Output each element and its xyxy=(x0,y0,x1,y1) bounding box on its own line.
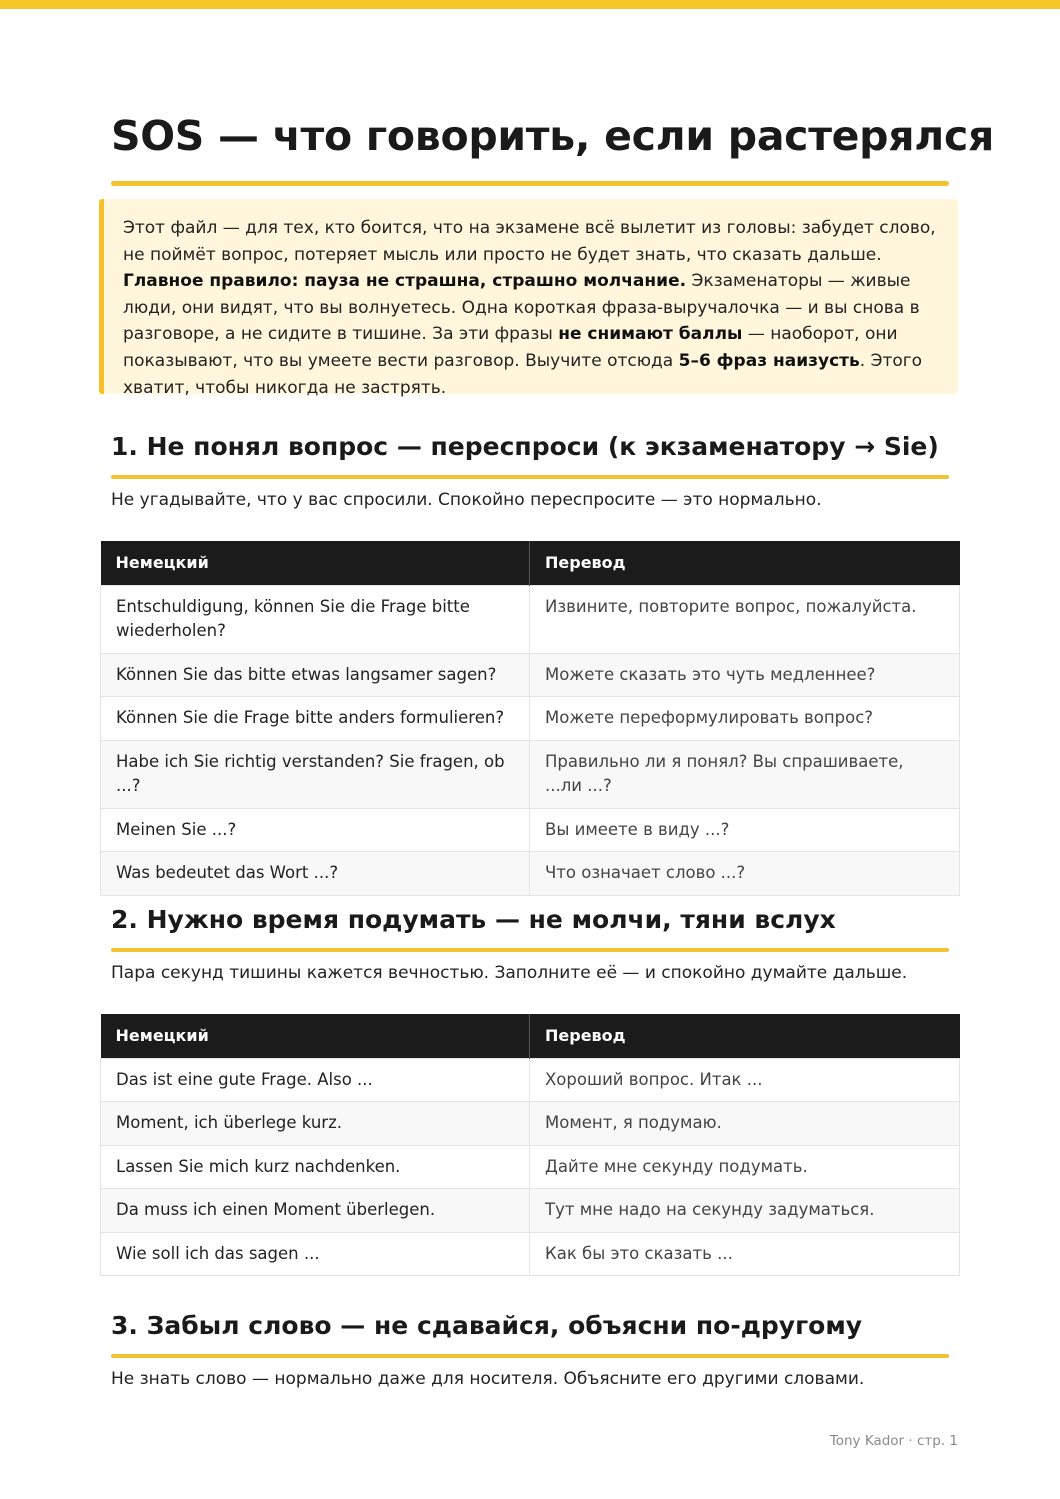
translation: Можете сказать это чуть медленнее? xyxy=(530,653,960,697)
callout-bold-rule: Главное правило: пауза не страшна, страшно молчание. xyxy=(123,271,687,292)
table-row xyxy=(101,808,960,852)
section-1-underline xyxy=(111,475,949,479)
german-phrase: Moment, ich überlege kurz. xyxy=(101,1102,530,1146)
translation: Дайте мне секунду подумать. xyxy=(530,1145,960,1189)
table-row xyxy=(101,653,960,697)
table-row xyxy=(101,1232,960,1276)
section-3-heading: 3. Забыл слово — не сдавайся, объясни по-другому xyxy=(111,1311,863,1340)
german-phrase: Was bedeutet das Wort ...? xyxy=(101,852,530,896)
german-phrase: Können Sie das bitte etwas langsamer sagen? xyxy=(101,653,530,697)
table-row xyxy=(101,852,960,896)
german-phrase: Meinen Sie ...? xyxy=(101,808,530,852)
translation: Извините, повторите вопрос, пожалуйста. xyxy=(530,585,960,653)
page-title: SOS — что говорить, если растерялся xyxy=(111,112,994,160)
table-row xyxy=(101,697,960,741)
german-phrase: Habe ich Sie richtig verstanden? Sie fragen, ob ...? xyxy=(101,740,530,808)
table-row xyxy=(101,740,960,808)
section-3-intro: Не знать слово — нормально даже для носителя. Объясните его другими словами. xyxy=(111,1369,865,1389)
table-row xyxy=(101,1189,960,1233)
table-row xyxy=(101,1145,960,1189)
column-header-translation: Перевод xyxy=(530,541,960,585)
callout-text xyxy=(123,215,940,401)
translation: Как бы это сказать ... xyxy=(530,1232,960,1276)
translation: Вы имеете в виду ...? xyxy=(530,808,960,852)
callout-bold-points: не снимают баллы xyxy=(558,324,743,345)
section-1-heading: 1. Не понял вопрос — переспроси (к экзаменатору → Sie) xyxy=(111,432,939,461)
table-row xyxy=(101,1058,960,1102)
section-2-table xyxy=(100,1014,960,1276)
translation: Момент, я подумаю. xyxy=(530,1102,960,1146)
translation: Хороший вопрос. Итак ... xyxy=(530,1058,960,1102)
page-footer: Tony Kador · стр. 1 xyxy=(829,1433,958,1449)
table-row xyxy=(101,1102,960,1146)
column-header-german: Немецкий xyxy=(101,1014,530,1058)
translation: Можете переформулировать вопрос? xyxy=(530,697,960,741)
callout-part-4: . Этого хватит, чтобы никогда не застрять. xyxy=(123,350,923,398)
table-row xyxy=(101,585,960,653)
callout-part-3: — наоборот, они показывают, что вы умеете вести разговор. Выучите отсюда xyxy=(123,324,898,371)
german-phrase: Wie soll ich das sagen ... xyxy=(101,1232,530,1276)
top-accent-bar xyxy=(0,0,1060,9)
translation: Что означает слово ...? xyxy=(530,852,960,896)
translation: Тут мне надо на секунду задуматься. xyxy=(530,1189,960,1233)
title-underline xyxy=(111,181,949,186)
column-header-german: Немецкий xyxy=(101,541,530,585)
german-phrase: Entschuldigung, können Sie die Frage bitte wiederholen? xyxy=(101,585,530,653)
section-1-table xyxy=(100,541,960,896)
german-phrase: Können Sie die Frage bitte anders formulieren? xyxy=(101,697,530,741)
section-3-underline xyxy=(111,1354,949,1358)
section-1-intro: Не угадывайте, что у вас спросили. Спокойно переспросите — это нормально. xyxy=(111,490,822,510)
german-phrase: Lassen Sie mich kurz nachdenken. xyxy=(101,1145,530,1189)
translation: Правильно ли я понял? Вы спрашиваете, ...ли ...? xyxy=(530,740,960,808)
german-phrase: Das ist eine gute Frage. Also ... xyxy=(101,1058,530,1102)
intro-callout xyxy=(99,199,958,398)
callout-bold-phrases: 5–6 фраз наизусть xyxy=(678,350,860,371)
callout-part-1: Этот файл — для тех, кто боится, что на экзамене всё вылетит из головы: забудет слово, не поймёт вопрос, потеряет мысль или просто не будет знать, что сказать дальше. xyxy=(123,218,936,265)
table-header-row xyxy=(101,1014,960,1058)
callout-part-2: Экзаменаторы — живые люди, они видят, что вы волнуетесь. Одна короткая фраза-выручалочка — и вы снова в разговоре, а не сидите в тишине. За эти фразы xyxy=(123,271,920,345)
table-header-row xyxy=(101,541,960,585)
german-phrase: Da muss ich einen Moment überlegen. xyxy=(101,1189,530,1233)
section-2-underline xyxy=(111,948,949,952)
column-header-translation: Перевод xyxy=(530,1014,960,1058)
section-2-intro: Пара секунд тишины кажется вечностью. Заполните её — и спокойно думайте дальше. xyxy=(111,963,908,983)
section-2-heading: 2. Нужно время подумать — не молчи, тяни вслух xyxy=(111,905,836,934)
